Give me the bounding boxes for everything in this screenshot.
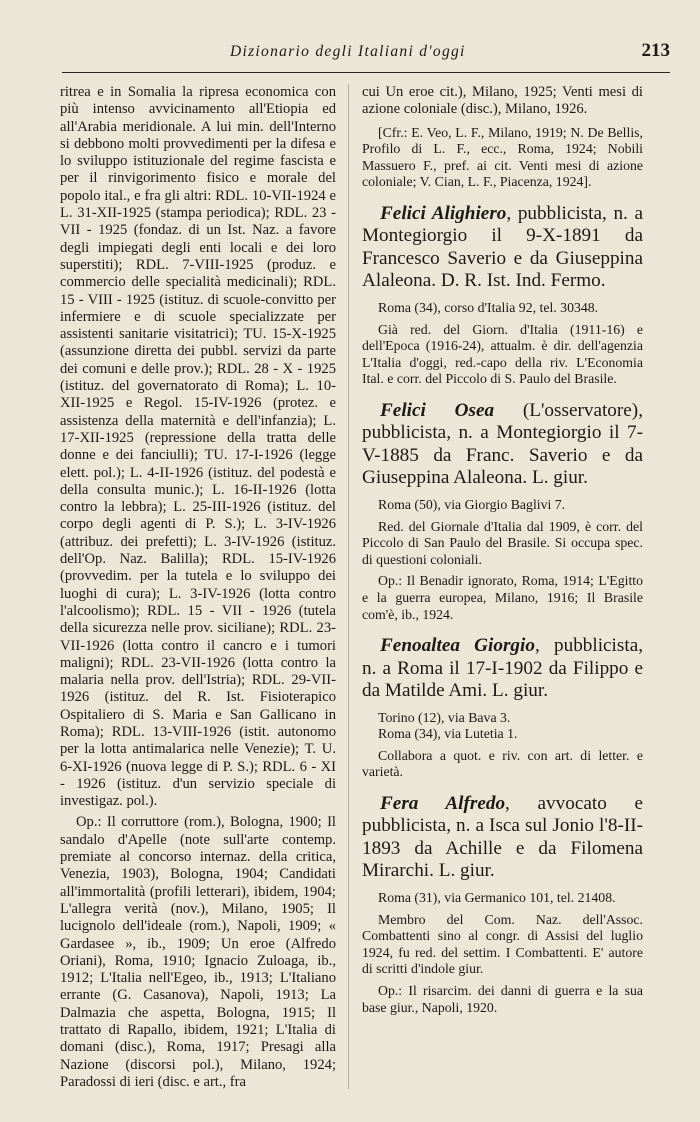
entry-address: Torino (12), via Bava 3.	[378, 709, 511, 725]
entry-name: Fenoaltea Giorgio	[380, 635, 535, 657]
entry-heading-text: , pubblicista, n. a Roma il 17-I-1902 da Filippo e da Matilde Ami. L. giur.	[362, 635, 644, 702]
entry-op	[362, 983, 643, 1016]
entry-felici-alighiero	[362, 203, 643, 388]
header-rule	[62, 72, 670, 73]
entry-address: Roma (50), via Giorgio Baglivi 7.	[378, 496, 566, 512]
entry-felici-osea	[362, 400, 643, 623]
entry-text: Red. del Giornale d'Italia dal 1909, è corr. del Piccolo di San Paulo del Brasile. Si occupa spec. di questioni coloniali.	[362, 518, 643, 567]
entry-heading	[362, 793, 643, 883]
entry-body	[362, 300, 643, 388]
column-divider	[348, 84, 349, 1089]
op-label: Op.:	[378, 573, 403, 589]
entry-name: Fera Alfredo	[380, 792, 506, 814]
entry-address: Roma (34), via Lutetia 1.	[378, 726, 518, 742]
entry-heading-text: (L'osservatore), pubblicista, n. a Montegiorgio il 7-V-1885 da Franc. Saverio e da Giuseppina Alaleona. L. giur.	[362, 399, 643, 489]
entry-name: Felici Alighiero	[380, 202, 507, 224]
running-title: Dizionario degli Italiani d'oggi	[230, 43, 466, 60]
right-column	[362, 84, 643, 1016]
entry-address: Roma (31), via Germanico 101, tel. 21408.	[378, 889, 616, 905]
entry-heading	[362, 203, 643, 293]
entry-text: Collabora a quot. e riv. con art. di letter. e varietà.	[362, 747, 643, 780]
entry-text: Membro del Com. Naz. dell'Assoc. Combattenti sino al congr. di Assisi del luglio 1924, fu red. del settim. I Combattenti. E' autore di scritti d'indole giur.	[362, 911, 643, 977]
op-works: Il risarcim. dei danni di guerra e la sua base giur., Napoli, 1920.	[362, 982, 643, 1015]
entry-fera-alfredo	[362, 793, 643, 1016]
left-column	[60, 84, 336, 1091]
op-works: Il Benadir ignorato, Roma, 1914; L'Egitto e la guerra europea, Milano, 1916; Il Brasile com'è, ib., 1924.	[362, 573, 644, 622]
entry-body	[362, 497, 643, 623]
entry-heading-text: , pubblicista, n. a Montegiorgio il 9-X-1891 da Francesco Saverio e da Giuseppina Alaleona. D. R. Ist. Ind. Fermo.	[362, 202, 643, 292]
entry-heading-text: , avvocato e pubblicista, n. a Isca sul Jonio l'8-II-1893 da Achille e da Filomena Mirarchi. L. giur.	[362, 792, 643, 882]
left-column-text: ritrea e in Somalia la ripresa economica con più intenso avvicinamento all'Etiopia ed all'Arabia meridionale. A lui min. dell'Interno si debbono molti provvedimenti per la difesa e lo sviluppo istituzionale del regime fascista e per il rinvigorimento fisico e morale del popolo ital., e fra gli altri: RDL. 10-VII-1924 e L. 31-XII-1925 (stampa periodica); RDL. 23 - VII - 1925 (fondaz. di un Ist. Naz. a favore degli impiegati degli enti locali e dei loro superstiti); RDL. 7-VIII-1925 (produz. e commercio delle specialità medicinali); RDL. 15 - VIII - 1925 (istituz. di scuole-convitto per infermiere e di scuole specializzate per assistenti sanitarie visitatrici); TU. 15-X-1925 (assunzione diretta dei pubbl. servizi da parte dei comuni e delle prov.); RDL. 28 - X - 1925 (istituz. del governatorato di Roma); L. 10-XII-1925 e Regol. 15-IV-1926 (protez. e assistenza della maternità e dell'infanzia); L. 17-XII-1925 (repressione della tratta delle donne e dei fanciulli); TU. 17-I-1926 (legge elett. pol.); L. 4-II-1926 (istituz. del podestà e della consulta munic.); L. 16-II-1926 (lotta contro la lebbra); L. 25-III-1926 (istituz. del corpo degli agenti di P. S.); L. 3-IV-1926 (attribuz. dei prefetti); L. 3-IV-1926 (istituz. dell'Op. Naz. Balilla); RDL. 15-IV-1926 (provvedim. per la tutela e lo sviluppo dei luoghi di cura); L. 3-IV-1926 (lotta contro l'alcoolismo); RDL. 15 - VII - 1926 (tutela della sicurezza nelle prov. siciliane); RDL. 23-VII-1926 (lotta contro il cancro e i tumori maligni); RDL. 23-VII-1926 (lotta contro la malaria nella prov. dell'Istria); RDL. 29-VII-1926 (istituz. del R. Ist. Fisioterapico Ospitaliero di S. Maria e San Gallicano in Roma); RDL. 13-VIII-1926 (istit. autonomo per la lotta antimalarica nelle Venezie); T. U. 6-XI-1926 (nuova legge di P. S.); RDL. 6 - XI - 1926 (istituz. d'un servizio speciale di investigaz. pol.).	[60, 84, 336, 810]
entry-heading	[362, 635, 643, 703]
op-label: Op.:	[378, 982, 403, 998]
op-label: Op.:	[76, 814, 102, 831]
entry-fenoaltea-giorgio	[362, 635, 643, 781]
entry-heading	[362, 400, 643, 490]
continued-op-works: cui Un eroe cit.), Milano, 1925; Venti mesi di azione coloniale (disc.), Milano, 1926.	[362, 84, 643, 118]
op-works: Il corruttore (rom.), Bologna, 1900; Il sandalo d'Apelle (note sull'arte contemp. premiate al concorso internaz. della critica, Venezia, 1903), Bologna, 1904; Candidati all'immortalità (profili letterari), ibidem, 1904; L'allegra verità (nov.), Milano, 1905; Il lucignolo dell'ideale (rom.), Napoli, 1909; « Gardasee », ib., 1909; Un eroe (Alfredo Oriani), Roma, 1910; Ignacio Zuloaga, ib., 1912; L'Italia nell'Egeo, ib., 1913; L'Italiano errante (G. Casanova), Napoli, 1913; La Dalmazia che aspetta, Bologna, 1915; Il trattato di Rapallo, ibidem, 1921; L'Italia di domani (disc.), Roma, 1917; Presagi alla Nazione (discorsi pol.), Milano, 1924; Paradossi di ieri (disc. e art., fra	[60, 814, 336, 1090]
entry-text: Già red. del Giorn. d'Italia (1911-16) e dell'Epoca (1916-24), attualm. è dir. dell'agenzia L'Italia d'oggi, red.-capo della riv. L'Economia Ital. e corr. del Piccolo di S. Paulo del Brasile.	[362, 321, 643, 387]
entry-op	[362, 573, 643, 623]
running-head	[60, 40, 670, 64]
entry-body	[362, 710, 643, 781]
op-paragraph	[60, 814, 336, 1091]
entry-address: Roma (34), corso d'Italia 92, tel. 30348.	[378, 299, 599, 315]
cfr-references: [Cfr.: E. Veo, L. F., Milano, 1919; N. De Bellis, Profilo di L. F., ecc., Roma, 1924; Nobili Massuero F., pref. ai cit. Venti mesi di azione coloniale; V. Cian, L. F., Piacenza, 1924].	[362, 124, 643, 190]
entry-body	[362, 890, 643, 1016]
page-number: 213	[641, 40, 670, 61]
entry-name: Felici Osea	[380, 399, 495, 421]
